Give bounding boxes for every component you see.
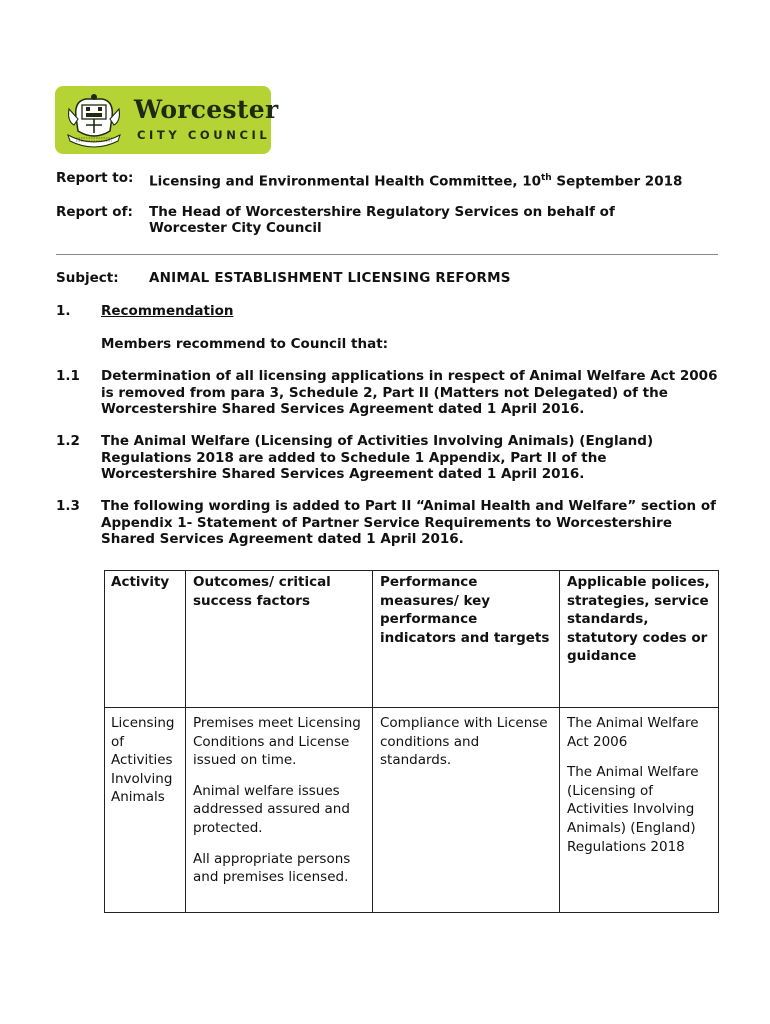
subject-text: ANIMAL ESTABLISHMENT LICENSING REFORMS (149, 270, 511, 286)
item-number: 1.1 (56, 368, 80, 384)
guidance-cell (560, 708, 719, 913)
column-header: Outcomes/ critical success factors (186, 571, 373, 708)
report-to-ordinal: th (540, 173, 552, 183)
guidance-text: The Animal Welfare Act 2006 (567, 715, 699, 750)
recommendation-item-text: Determination of all licensing applications in respect of Animal Welfare Act 2006 is removed from para 3, Schedule 2, Part II (Matters not Delegated) of the Worcestershire Shared Services Agreement dated 1 April 2016. (101, 368, 718, 417)
report-of-line-1: The Head of Worcestershire Regulatory Services on behalf of (149, 204, 615, 220)
logo-subtitle: CITY COUNCIL (137, 128, 271, 142)
table-header-row (105, 571, 719, 708)
city-crest-icon (64, 91, 124, 149)
report-to-date: September 2018 (551, 173, 683, 190)
outcomes-cell (186, 708, 373, 913)
service-requirements-table (104, 570, 719, 913)
recommendation-intro: Members recommend to Council that: (101, 336, 389, 352)
report-of-label: Report of: (56, 204, 133, 220)
logo-name: Worcester (134, 95, 279, 124)
activity-cell: Licensing of Activities Involving Animals (105, 708, 186, 913)
outcome-text: Animal welfare issues addressed assured and protected. (193, 782, 350, 836)
recommendation-item-text: The following wording is added to Part II “Animal Health and Welfare” section of Appendix 1- Statement of Partner Service Requirements to Worcestershire Shared Services Agreement dated 1 April 2016. (101, 498, 716, 547)
section-number: 1. (56, 303, 71, 319)
table-row (105, 708, 719, 913)
outcome-text: Premises meet Licensing Conditions and License issued on time. (193, 715, 361, 769)
report-of-line-2: Worcester City Council (149, 220, 322, 236)
council-logo (55, 86, 279, 154)
subject-label: Subject: (56, 270, 119, 286)
recommendation-item-text: The Animal Welfare (Licensing of Activities Involving Animals) (England) Regulations 2018 are added to Schedule 1 Appendix, Part II of the Worcestershire Shared Services Agreement dated 1 April 2016. (101, 433, 654, 482)
report-to-value (149, 170, 682, 191)
item-number: 1.2 (56, 433, 80, 449)
report-to-text: Licensing and Environmental Health Committee, 10 (149, 173, 541, 190)
column-header: Applicable polices, strategies, service standards, statutory codes or guidance (560, 571, 719, 708)
column-header: Activity (105, 571, 186, 708)
column-header: Performance measures/ key performance indicators and targets (373, 571, 560, 708)
section-heading: Recommendation (101, 303, 234, 319)
item-number: 1.3 (56, 498, 80, 514)
header-divider (56, 254, 718, 255)
guidance-text: The Animal Welfare (Licensing of Activities Involving Animals) (England) Regulations 2018 (567, 764, 699, 855)
measures-cell: Compliance with License conditions and standards. (373, 708, 560, 913)
report-to-label: Report to: (56, 170, 134, 186)
outcome-text: All appropriate persons and premises licensed. (193, 850, 351, 886)
